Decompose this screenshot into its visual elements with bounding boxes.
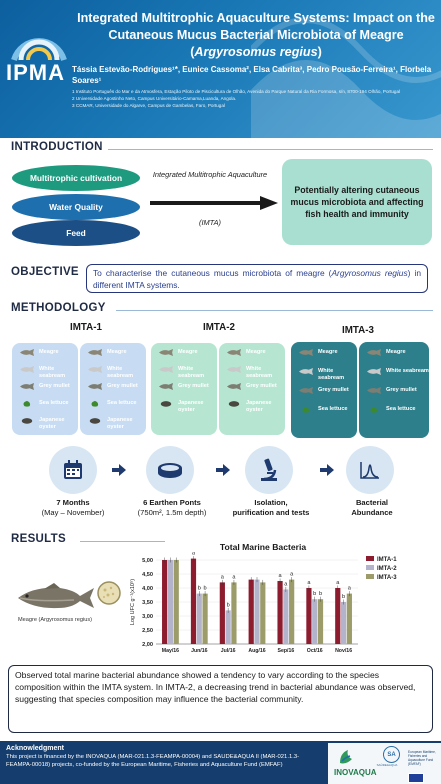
bar bbox=[341, 602, 346, 644]
footer bbox=[0, 741, 441, 784]
species-label: Meagre bbox=[318, 349, 338, 355]
mucus-sample-icon bbox=[96, 580, 122, 606]
species-label: Japanese oyster bbox=[107, 417, 133, 430]
sea-lettuce-icon bbox=[18, 400, 36, 407]
bar bbox=[220, 582, 225, 644]
abundance-step bbox=[346, 446, 394, 494]
x-tick-label: Oct/16 bbox=[306, 648, 323, 654]
bar bbox=[231, 582, 236, 644]
meagre-icon bbox=[365, 349, 383, 356]
y-tick-label: 5,00 bbox=[142, 558, 153, 564]
author-list: Tássia Estevão-Rodrigues¹*, Eunice Cassoma², Elsa Cabrita³, Pedro Pousão-Ferreira¹, Florbela Soares¹ bbox=[72, 65, 432, 85]
bar bbox=[191, 559, 196, 644]
white-seabream-icon bbox=[18, 366, 36, 373]
x-tick-label: Sep/16 bbox=[277, 648, 295, 654]
section-divider bbox=[80, 541, 165, 542]
y-tick-label: 3,00 bbox=[142, 614, 153, 620]
species-label: Grey mullet bbox=[386, 387, 417, 393]
species-label: Sea lettuce bbox=[107, 400, 137, 406]
chart-title: Total Marine Bacteria bbox=[219, 542, 307, 552]
significance-letter: b bbox=[342, 594, 346, 600]
bar bbox=[254, 580, 259, 644]
bar bbox=[306, 588, 311, 644]
bar bbox=[197, 594, 202, 644]
step-caption-isolation: Isolation, purification and tests bbox=[232, 498, 310, 517]
species-label: Grey mullet bbox=[107, 383, 138, 389]
significance-letter: a bbox=[290, 571, 294, 578]
significance-letter: b bbox=[318, 591, 323, 598]
species-label: Grey mullet bbox=[178, 383, 209, 389]
species-label: Japanese oyster bbox=[246, 400, 272, 413]
species-label: Sea lettuce bbox=[318, 406, 348, 412]
y-tick-label: 2,50 bbox=[142, 628, 153, 634]
inovaqua-logo-text: INOVAQUA bbox=[334, 768, 377, 777]
legend-swatch bbox=[366, 574, 374, 579]
species-label: White seabream bbox=[246, 366, 273, 379]
ipma-logo-text: IPMA bbox=[6, 60, 65, 85]
imta-2-label: IMTA-2 bbox=[203, 322, 235, 333]
significance-letter: a bbox=[232, 574, 236, 581]
bar bbox=[312, 599, 317, 644]
poster-title: Integrated Multitrophic Aquaculture Systems: Impact on the Cutaneous Mucus Bacterial Microbiota of Meagre (Argyrosomus regius) bbox=[77, 11, 435, 59]
species-label: Japanese oyster bbox=[39, 417, 65, 430]
section-title-objective: OBJECTIVE bbox=[11, 266, 79, 278]
bar-chart bbox=[126, 552, 431, 662]
bell-curve-icon bbox=[359, 460, 381, 480]
significance-letter: b bbox=[313, 591, 317, 598]
meagre-icon bbox=[297, 349, 315, 356]
y-tick-label: 3,50 bbox=[142, 600, 153, 606]
bar bbox=[347, 594, 352, 644]
legend-swatch bbox=[366, 556, 374, 561]
grey-mullet-icon bbox=[86, 383, 104, 390]
significance-letter: a bbox=[307, 580, 311, 586]
japanese-oyster-icon bbox=[157, 400, 175, 407]
step-caption-abundance: Bacterial Abundance bbox=[351, 498, 393, 517]
meagre-icon bbox=[18, 349, 36, 356]
legend-label: IMTA-2 bbox=[377, 566, 397, 572]
pill-multitrophic: Multitrophic cultivation bbox=[12, 165, 140, 191]
bar bbox=[202, 594, 207, 644]
significance-letter: b bbox=[226, 602, 230, 609]
microscope-icon bbox=[258, 457, 280, 483]
grey-mullet-icon bbox=[225, 383, 243, 390]
imta-3-label: IMTA-3 bbox=[342, 325, 374, 336]
bar bbox=[277, 581, 282, 644]
petri-dish-icon bbox=[156, 460, 184, 480]
bar bbox=[162, 560, 167, 644]
species-label: White seabream bbox=[107, 366, 134, 379]
arrow-right-icon bbox=[150, 196, 278, 210]
significance-letter: a bbox=[347, 585, 351, 592]
significance-letter: a bbox=[336, 580, 340, 586]
y-axis-label: Log UFC g⁻¹(x10⁵) bbox=[130, 578, 136, 626]
affiliations: 1 Instituto Português do Mar e da Atmosfera, Estação Piloto de Piscicultura de Olhão, Avenida do Parque Natural da Ria Formosa, s/n, 8700-194 Olhão, Portugal 2 Universidade Agostinho Neto, Campus Universitário-Camama,Luanda, Angola. 3 CCMAR, Universidade do Algarve, Campus de Gambelas, Faro, Portugal bbox=[72, 89, 401, 108]
y-tick-label: 4,50 bbox=[142, 572, 153, 578]
species-label: Sea lettuce bbox=[39, 400, 69, 406]
bar bbox=[226, 610, 231, 644]
bar bbox=[260, 582, 265, 644]
arrow-right-icon bbox=[320, 464, 334, 476]
significance-letter: a bbox=[220, 574, 224, 581]
grey-mullet-icon bbox=[157, 383, 175, 390]
meagre-icon bbox=[157, 349, 175, 356]
section-divider bbox=[108, 149, 433, 150]
eu-fund-text: European Maritime, Fisheries and Aquaculture Fund (EMFAF) bbox=[408, 750, 436, 766]
species-label: Japanese oyster bbox=[178, 400, 204, 413]
section-title-results: RESULTS bbox=[11, 533, 66, 545]
arrow-right-icon bbox=[216, 464, 230, 476]
x-tick-label: Aug/16 bbox=[248, 648, 266, 654]
imta-1-label: IMTA-1 bbox=[70, 322, 102, 333]
white-seabream-icon bbox=[157, 366, 175, 373]
white-seabream-icon bbox=[365, 368, 383, 375]
x-tick-label: May/16 bbox=[161, 648, 180, 654]
significance-letter: a bbox=[278, 573, 282, 579]
intro-imta-label: Integrated Multitrophic Aquaculture bbox=[152, 170, 268, 179]
species-label: Meagre bbox=[39, 349, 59, 355]
y-tick-label: 4,00 bbox=[142, 586, 153, 592]
y-tick-label: 2,00 bbox=[142, 642, 153, 648]
species-label: White seabream bbox=[39, 366, 66, 379]
white-seabream-icon bbox=[225, 366, 243, 373]
step-caption-ponds: 6 Earthen Ponts (750m², 1.5m depth) bbox=[137, 498, 207, 517]
bar bbox=[174, 560, 179, 644]
ack-text: This project is financed by the INOVAQUA (MAR-021.1.3-FEAMPA-00004) and SAUDE&AQUA II (MAR-021.1.3-FEAMPA-00018) projects, co-funded by the European Maritime, Fisheries and Aquaculture Fund (EMFAF) bbox=[6, 754, 300, 768]
pill-feed: Feed bbox=[12, 220, 140, 246]
japanese-oyster-icon bbox=[18, 417, 36, 424]
arrow-right-icon bbox=[112, 464, 126, 476]
species-label: Sea lettuce bbox=[386, 406, 416, 412]
section-divider bbox=[116, 310, 433, 311]
calendar-icon bbox=[62, 459, 84, 481]
species-label: Grey mullet bbox=[246, 383, 277, 389]
objective-text: To characterise the cutaneous mucus microbiota of meagre (Argyrosomus regius) in different IMTA systems. bbox=[86, 264, 428, 293]
species-label: White seabream bbox=[318, 368, 345, 381]
white-seabream-icon bbox=[86, 366, 104, 373]
fish-caption: Meagre (Argyrosomus regius) bbox=[18, 617, 92, 623]
ack-title: Acknowledgment bbox=[6, 745, 64, 752]
step-caption-months: 7 Months (May – November) bbox=[41, 498, 105, 517]
japanese-oyster-icon bbox=[86, 417, 104, 424]
saude-aqua-logo: SA bbox=[383, 746, 400, 763]
grey-mullet-icon bbox=[365, 387, 383, 394]
meagre-icon bbox=[86, 349, 104, 356]
bar bbox=[283, 589, 288, 644]
legend-swatch bbox=[366, 565, 374, 570]
saude-aqua-name: SAÚDE&AQUA bbox=[376, 763, 398, 767]
species-label: White seabream bbox=[386, 368, 429, 374]
meagre-icon bbox=[225, 349, 243, 356]
microscope-step bbox=[245, 446, 293, 494]
grey-mullet-icon bbox=[297, 387, 315, 394]
significance-letter: a bbox=[284, 581, 288, 588]
species-label: Grey mullet bbox=[318, 387, 349, 393]
bar bbox=[335, 588, 340, 644]
x-tick-label: Jul/16 bbox=[220, 648, 236, 654]
bar bbox=[318, 599, 323, 644]
species-label: Meagre bbox=[246, 349, 266, 355]
species-label: Meagre bbox=[107, 349, 127, 355]
bar bbox=[249, 580, 254, 644]
section-title-methodology: METHODOLOGY bbox=[11, 302, 106, 314]
legend-label: IMTA-3 bbox=[377, 575, 397, 581]
white-seabream-icon bbox=[297, 368, 315, 375]
legend-label: IMTA-1 bbox=[377, 557, 397, 563]
japanese-oyster-icon bbox=[225, 400, 243, 407]
sea-lettuce-icon bbox=[86, 400, 104, 407]
intro-imta-acronym: (IMTA) bbox=[198, 218, 222, 227]
species-label: Meagre bbox=[386, 349, 406, 355]
funding-logos bbox=[328, 743, 441, 784]
pill-water-quality: Water Quality bbox=[12, 194, 140, 220]
significance-letter: b bbox=[203, 585, 207, 592]
significance-letter: a bbox=[191, 552, 196, 557]
results-summary: Observed total marine bacterial abundance showed a tendency to vary according to the species composition within the IMTA system. In IMTA-2, a decreasing trend in bacterial abundance was observed, suggesting that species composition may influence the bacterial community. bbox=[8, 665, 433, 733]
bar bbox=[168, 560, 173, 644]
species-label: Grey mullet bbox=[39, 383, 70, 389]
species-label: White seabream bbox=[178, 366, 205, 379]
poster-header bbox=[0, 0, 441, 138]
x-tick-label: Jun/16 bbox=[191, 648, 208, 654]
grey-mullet-icon bbox=[18, 383, 36, 390]
bar bbox=[289, 580, 294, 644]
species-label: Meagre bbox=[178, 349, 198, 355]
sea-lettuce-icon bbox=[365, 406, 383, 413]
section-title-introduction: INTRODUCTION bbox=[11, 141, 103, 153]
intro-outcome-box: Potentially altering cutaneous mucus microbiota and affecting fish health and immunity bbox=[282, 159, 432, 245]
sea-lettuce-icon bbox=[297, 406, 315, 413]
inovaqua-logo-icon bbox=[336, 747, 356, 767]
pond-step bbox=[146, 446, 194, 494]
calendar-step bbox=[49, 446, 97, 494]
meagre-fish-icon bbox=[14, 582, 98, 614]
eu-flag-icon bbox=[408, 773, 424, 783]
x-tick-label: Nov/16 bbox=[335, 648, 353, 654]
significance-letter: b bbox=[197, 585, 201, 592]
